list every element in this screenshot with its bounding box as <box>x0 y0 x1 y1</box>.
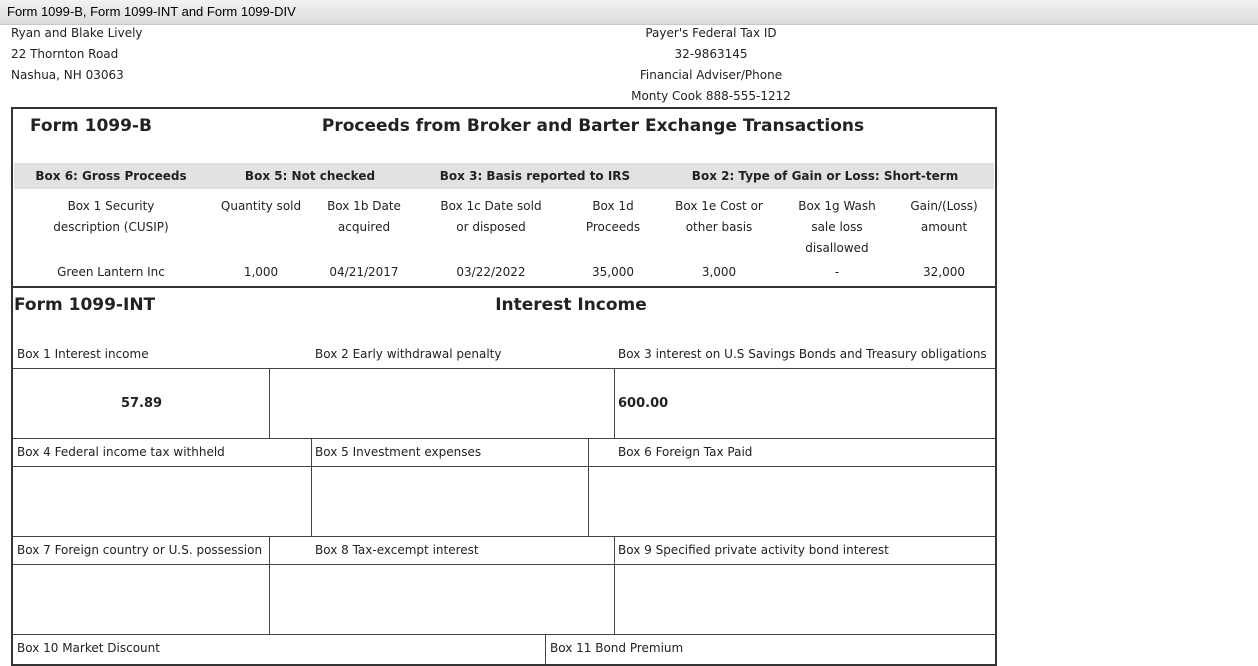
col-quantity-line1: Quantity sold <box>220 199 302 213</box>
col-date-acquired <box>314 196 414 238</box>
box2-label: Box 2 Early withdrawal penalty <box>315 347 502 361</box>
box3-label: Box 3 interest on U.S Savings Bonds and Treasury obligations <box>618 347 987 361</box>
form-1099int-subtitle: Interest Income <box>495 295 647 315</box>
form-1099int-frame <box>11 286 997 666</box>
divider <box>588 438 589 536</box>
row-wash-sale: - <box>834 265 840 279</box>
col-wash-sale <box>787 196 887 259</box>
box6-label: Box 6 Foreign Tax Paid <box>618 445 753 459</box>
col-security-line2: description (CUSIP) <box>53 220 169 234</box>
divider <box>545 634 546 664</box>
divider <box>311 438 312 536</box>
col-cost-line2: other basis <box>685 220 753 234</box>
col-gain-line1: Gain/(Loss) <box>910 199 978 213</box>
box9-label: Box 9 Specified private activity bond interest <box>618 543 889 557</box>
col-gain-line2: amount <box>920 220 968 234</box>
col-quantity-sold <box>211 196 311 217</box>
col-wash-line3: disallowed <box>805 241 869 255</box>
recipient-address-line1: 22 Thornton Road <box>11 47 119 61</box>
payer-tax-id-label: Payer's Federal Tax ID <box>645 26 777 40</box>
row-date-acquired: 04/21/2017 <box>329 265 399 279</box>
box3-value: 600.00 <box>618 396 669 411</box>
box1-value: 57.89 <box>120 396 163 411</box>
col-security-line1: Box 1 Security <box>67 199 155 213</box>
box7-label: Box 7 Foreign country or U.S. possession <box>17 543 263 557</box>
divider <box>13 466 995 467</box>
financial-adviser-label: Financial Adviser/Phone <box>639 68 783 82</box>
payer-tax-id: 32-9863145 <box>674 47 748 61</box>
row-security: Green Lantern Inc <box>57 265 165 279</box>
summary-box3: Box 3: Basis reported to IRS <box>439 169 631 183</box>
financial-adviser: Monty Cook 888-555-1212 <box>631 89 791 103</box>
box8-label: Box 8 Tax-excempt interest <box>315 543 479 557</box>
col-date-sold <box>431 196 551 238</box>
col-wash-line2: sale loss <box>811 220 863 234</box>
divider <box>269 368 270 438</box>
col-proceeds <box>568 196 658 238</box>
divider <box>13 634 995 635</box>
col-proceeds-line1: Box 1d <box>592 199 634 213</box>
recipient-name: Ryan and Blake Lively <box>11 26 143 40</box>
recipient-address-line2: Nashua, NH 03063 <box>11 68 124 82</box>
col-security-description <box>31 196 191 238</box>
col-wash-line1: Box 1g Wash <box>798 199 876 213</box>
form-1099b-subtitle: Proceeds from Broker and Barter Exchange Transactions <box>321 116 865 136</box>
box10-label: Box 10 Market Discount <box>17 641 160 655</box>
window-title: Form 1099-B, Form 1099-INT and Form 1099-DIV <box>7 4 296 19</box>
col-cost-line1: Box 1e Cost or <box>675 199 763 213</box>
form-1099int-title: Form 1099-INT <box>14 295 156 315</box>
row-quantity: 1,000 <box>243 265 279 279</box>
divider <box>13 438 995 439</box>
window-title-bar <box>0 0 1258 25</box>
summary-gross-proceeds: Box 6: Gross Proceeds <box>35 169 187 183</box>
divider <box>269 536 270 634</box>
col-date-sold-line2: or disposed <box>456 220 526 234</box>
form-1099b-title: Form 1099-B <box>30 116 152 136</box>
row-proceeds: 35,000 <box>592 265 634 279</box>
row-cost-basis: 3,000 <box>701 265 737 279</box>
box5-label: Box 5 Investment expenses <box>315 445 482 459</box>
divider <box>13 536 995 537</box>
col-gain-loss <box>894 196 994 238</box>
divider <box>614 368 615 438</box>
row-gain-loss: 32,000 <box>923 265 965 279</box>
box11-label: Box 11 Bond Premium <box>550 641 684 655</box>
divider <box>614 536 615 634</box>
col-cost-basis <box>664 196 774 238</box>
divider <box>13 368 995 369</box>
col-date-acquired-line1: Box 1b Date <box>327 199 401 213</box>
box1-label: Box 1 Interest income <box>17 347 149 361</box>
summary-box5: Box 5: Not checked <box>244 169 376 183</box>
row-date-sold: 03/22/2022 <box>456 265 526 279</box>
col-date-sold-line1: Box 1c Date sold <box>440 199 542 213</box>
col-proceeds-line2: Proceeds <box>585 220 641 234</box>
divider <box>13 564 995 565</box>
col-date-acquired-line2: acquired <box>337 220 391 234</box>
summary-box2: Box 2: Type of Gain or Loss: Short-term <box>691 169 959 183</box>
box4-label: Box 4 Federal income tax withheld <box>17 445 225 459</box>
